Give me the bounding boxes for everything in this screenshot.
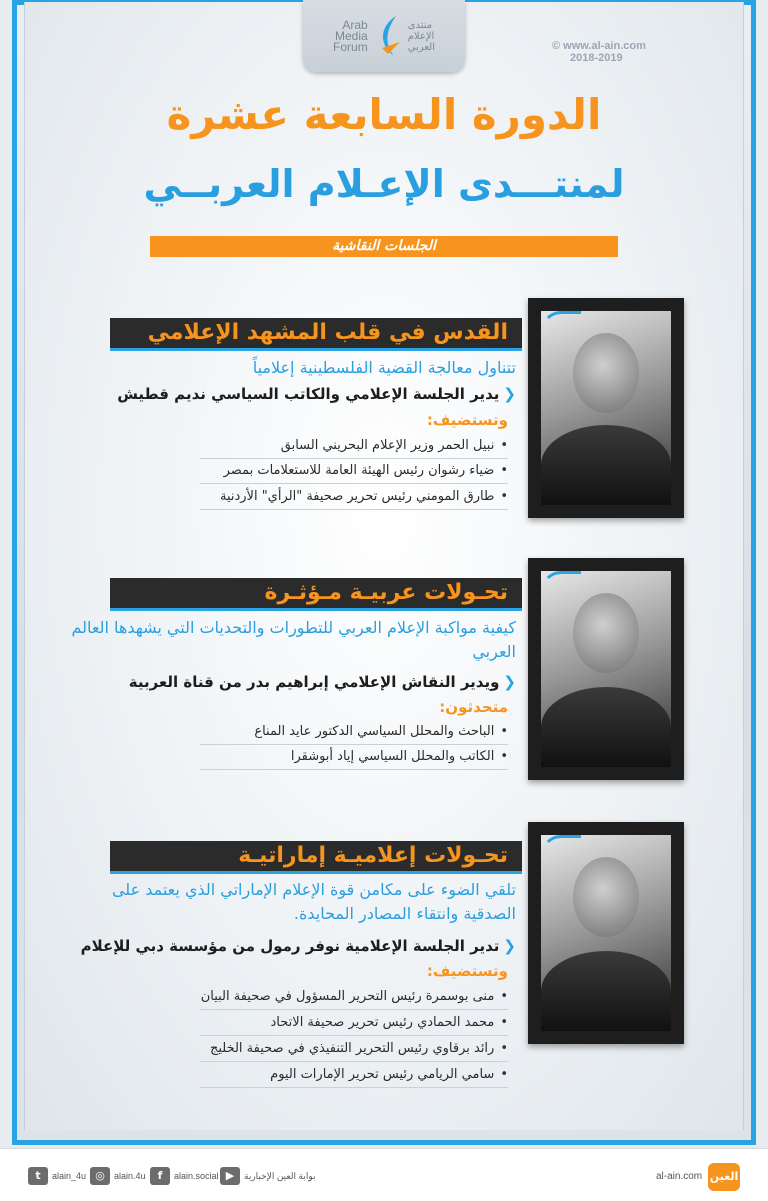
session-1-description: تتناول معالجة القضية الفلسطينية إعلامياً [252, 358, 516, 377]
twitter-handle[interactable]: alain_4u [52, 1171, 87, 1181]
session-1-guests-label: وتستضيف: [426, 411, 508, 429]
session-2-title: تحـولات عربيـة مـؤثـرة [110, 578, 522, 608]
guest-item: • نبيل الحمر وزير الإعلام البحريني السابق [200, 435, 508, 459]
logo-text-ar: منتدى الإعلام العربي [407, 19, 435, 53]
session-3-photo [541, 835, 671, 1031]
session-2-description: كيفية مواكبة الإعلام العربي للتطورات والتحديات التي يشهدها العالم العربي [71, 618, 516, 661]
youtube-channel[interactable]: بوابة العين الإخبارية [244, 1171, 316, 1181]
guest-item: • ضياء رشوان رئيس الهيئة العامة للاستعلامات بمصر [200, 460, 508, 484]
session-1-underline [110, 348, 522, 351]
site-url[interactable]: al-ain.com [656, 1171, 703, 1182]
session-3-title: تحـولات إعلاميـة إماراتيـة [110, 841, 522, 871]
copyright-notice [552, 40, 672, 64]
session-2-photo [541, 571, 671, 767]
session-3-photo-frame [528, 822, 684, 1044]
arab-media-forum-logo [303, 0, 465, 72]
session-3-underline [110, 871, 522, 874]
guest-item: • الكاتب والمحلل السياسي إياد أبوشقرا [200, 746, 508, 770]
instagram-handle[interactable]: alain.4u [114, 1171, 146, 1181]
session-2-moderator-text: ويدير النقاش الإعلامي إبراهيم بدر من قناة العربية [128, 673, 500, 691]
guest-item: • سامي الريامي رئيس تحرير الإمارات اليوم [200, 1064, 508, 1088]
session-2-photo-frame [528, 558, 684, 780]
session-3-moderator-text: تدير الجلسة الإعلامية نوفر رمول من مؤسسة دبي للإعلام [80, 937, 500, 955]
session-3-moderator [60, 935, 516, 957]
session-1-photo [541, 311, 671, 505]
guest-item: • محمد الحمادي رئيس تحرير صحيفة الاتحاد [200, 1012, 508, 1036]
session-2-moderator [60, 671, 516, 693]
main-subtitle: لمنتـــدى الإعـلام العربــي [143, 162, 625, 206]
facebook-icon[interactable]: f [150, 1167, 170, 1185]
guest-item: • منى بوسمرة رئيس التحرير المسؤول في صحيفة البيان [200, 986, 508, 1010]
al-ain-logo: العين [708, 1163, 740, 1191]
session-1-moderator [60, 383, 516, 405]
section-label: الجلسات النقاشية [150, 236, 618, 257]
instagram-icon[interactable]: ◎ [90, 1167, 110, 1185]
session-2-guests-label: متحدثون: [439, 698, 508, 716]
guest-item: • رائد برقاوي رئيس التحرير التنفيذي في صحيفة الخليج [200, 1038, 508, 1062]
guest-item: • طارق المومني رئيس تحرير صحيفة "الرأي" الأردنية [200, 486, 508, 510]
chevron-icon: ❮ [503, 673, 516, 691]
logo-text-en: Arab Media Forum [333, 17, 368, 54]
main-title: الدورة السابعة عشرة [166, 90, 602, 139]
session-1-title: القدس في قلب المشهد الإعلامي [110, 318, 522, 348]
session-3-description: تلقي الضوء على مكامن قوة الإعلام الإماراتي الذي يعتمد على الصدقية وانتقاء المصادر المحايدة. [111, 880, 516, 923]
copyright-years: 2018-2019 [570, 52, 623, 64]
copyright-url: © www.al-ain.com [552, 40, 646, 52]
chevron-icon: ❮ [503, 937, 516, 955]
session-1-moderator-text: يدير الجلسة الإعلامي والكاتب السياسي نديم قطيش [117, 385, 500, 403]
session-2-underline [110, 608, 522, 611]
twitter-icon[interactable]: t [28, 1167, 48, 1185]
youtube-icon[interactable]: ▶ [220, 1167, 240, 1185]
session-1-photo-frame [528, 298, 684, 518]
guest-item: • الباحث والمحلل السياسي الدكتور عايد المناع [200, 721, 508, 745]
chevron-icon: ❮ [503, 385, 516, 403]
facebook-handle[interactable]: alain.social [174, 1171, 219, 1181]
forum-logo-icon [374, 14, 402, 58]
session-3-guests-label: وتستضيف: [426, 962, 508, 980]
footer-bar [0, 1148, 768, 1201]
